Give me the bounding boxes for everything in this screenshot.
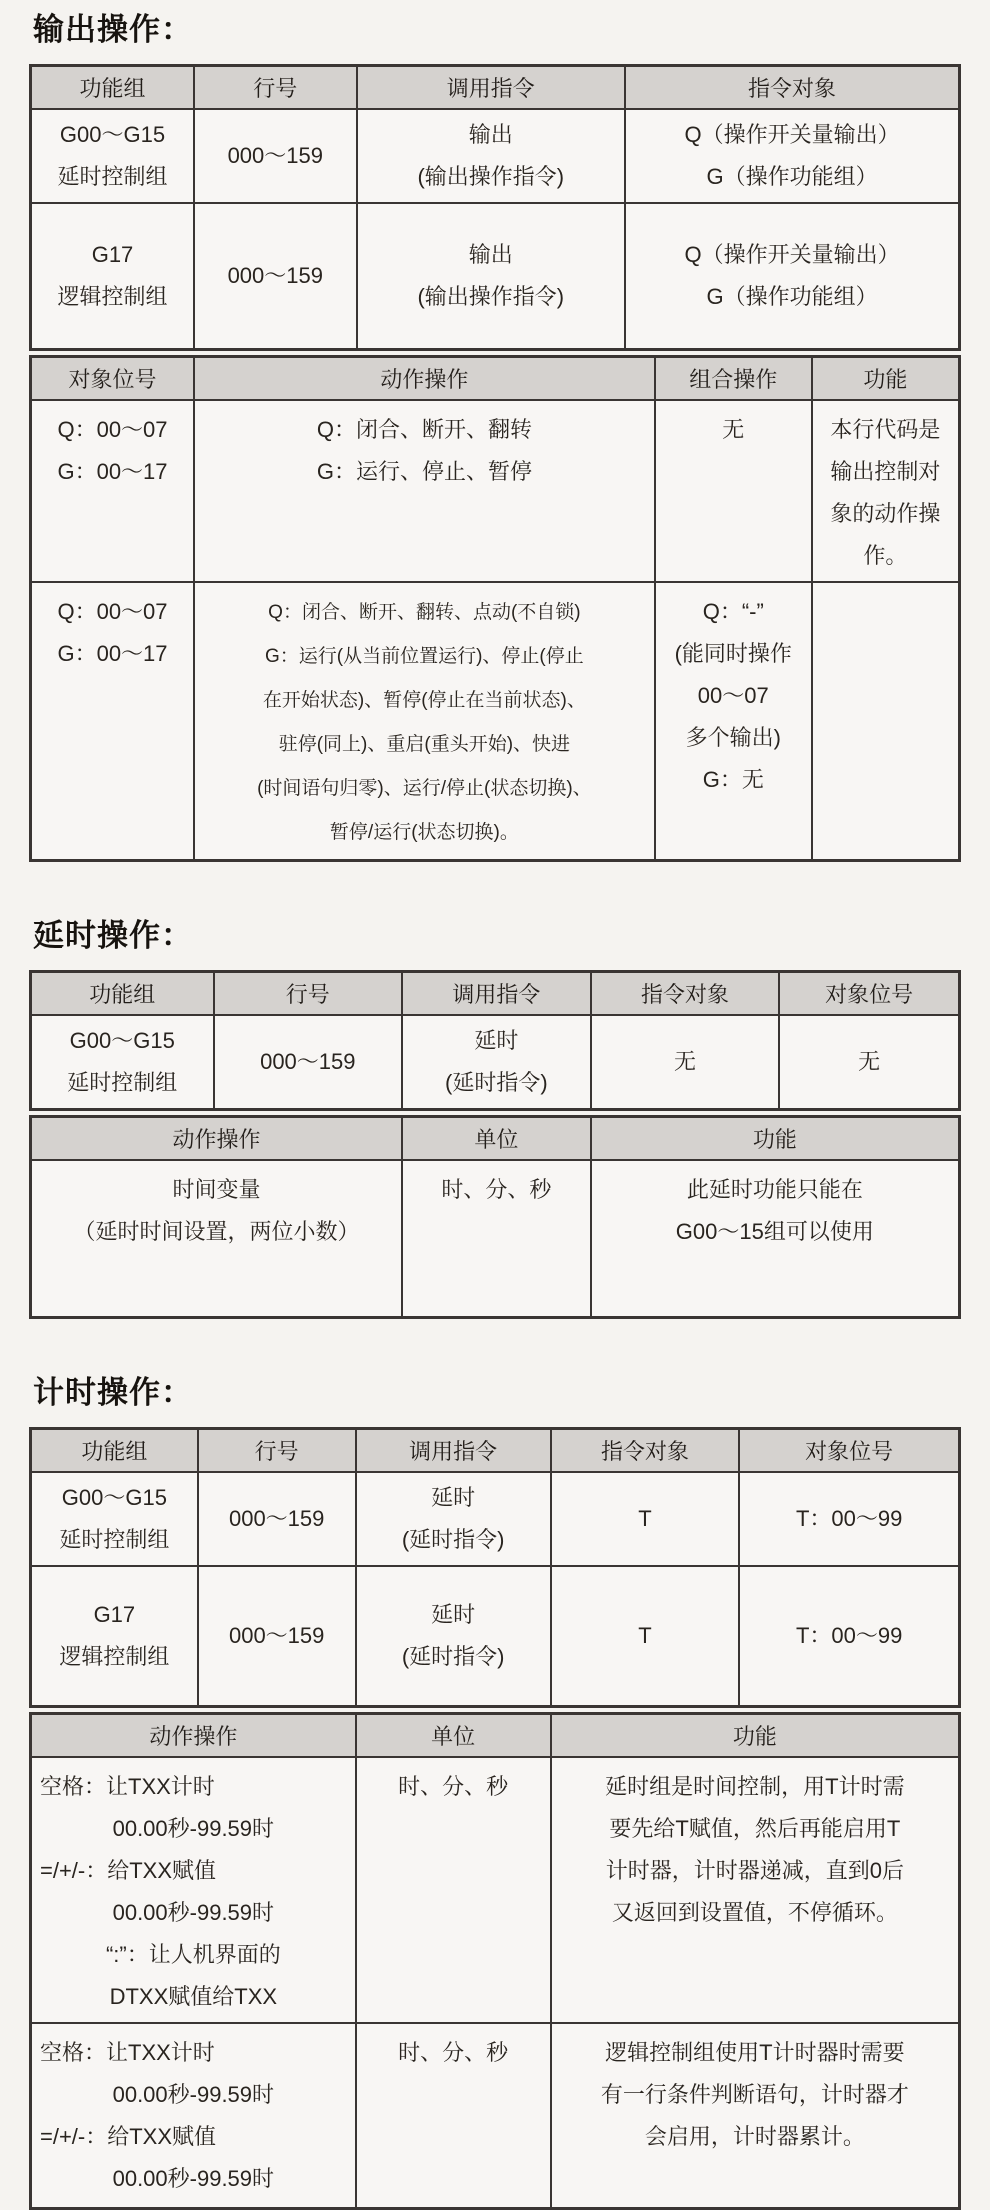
text-line: G17 (40, 234, 185, 276)
table-cell (356, 1757, 551, 2023)
text-line: =/+/-：给TXX赋值 (40, 2116, 347, 2158)
text-line: 驻停(同上)、重启(重头开始)、快进 (203, 723, 646, 767)
text-line: 000～159 (207, 1498, 347, 1540)
column-header: 行号 (214, 971, 403, 1015)
column-header: 功能 (591, 1116, 960, 1160)
text-line: Q（操作开关量输出） (634, 114, 950, 156)
text-line: T (560, 1498, 731, 1540)
text-line: 无 (664, 409, 803, 451)
text-line: (输出操作指令) (366, 276, 616, 318)
table-cell (356, 2023, 551, 2209)
document-page (29, 0, 961, 2210)
text-line: 要先给T赋值，然后再能启用T (560, 1808, 950, 1850)
text-line: Q：00～07 (40, 409, 185, 451)
text-line: (能同时操作 (664, 633, 803, 675)
text-line: 又返回到设置值，不停循环。 (560, 1892, 950, 1934)
text-line: 输出控制对 (821, 451, 950, 493)
text-line: (时间语句归零)、运行/停止(状态切换)、 (203, 767, 646, 811)
delay-ops-table-2 (29, 1115, 961, 1320)
column-header: 功能 (812, 356, 960, 400)
text-line: 暂停/运行(状态切换)。 (203, 811, 646, 855)
text-line: 有一行条件判断语句，计时器才 (560, 2074, 950, 2116)
table-cell (198, 1472, 356, 1566)
header-row (31, 1116, 960, 1160)
text-line: Q：“-” (664, 591, 803, 633)
text-line: G00～G15 (40, 1020, 205, 1062)
text-line: 计时器，计时器递减，直到0后 (560, 1850, 950, 1892)
text-line: 输出 (366, 234, 616, 276)
text-line: 延时控制组 (40, 1519, 189, 1561)
text-line: 逻辑控制组 (40, 276, 185, 318)
text-line: G（操作功能组） (634, 156, 950, 198)
text-line: =/+/-：给TXX赋值 (40, 1850, 347, 1892)
text-line: (输出操作指令) (366, 156, 616, 198)
table-cell (625, 109, 959, 203)
table-row (31, 400, 960, 582)
table-cell (31, 203, 195, 349)
column-header: 功能组 (31, 971, 214, 1015)
column-header: 调用指令 (357, 66, 625, 110)
column-header: 组合操作 (655, 356, 812, 400)
table-cell (357, 203, 625, 349)
text-line: “:”：让人机界面的 (40, 1934, 347, 1976)
delay-ops-table-1 (29, 970, 961, 1111)
header-row (31, 971, 960, 1015)
table-cell (31, 400, 195, 582)
table-cell (31, 1015, 214, 1110)
text-line: G：00～17 (40, 633, 185, 675)
text-line: 逻辑控制组 (40, 1636, 189, 1678)
text-line: 时间变量 (40, 1169, 393, 1211)
text-line: T：00～99 (748, 1498, 950, 1540)
table-cell (655, 400, 812, 582)
table-row (31, 582, 960, 861)
table-cell (194, 203, 357, 349)
text-line: 延时控制组 (40, 1062, 205, 1104)
column-header: 动作操作 (31, 1713, 356, 1757)
text-line: 000～159 (223, 1041, 394, 1083)
text-line: 延时 (365, 1594, 542, 1636)
text-line: 延时 (365, 1477, 542, 1519)
table-cell (31, 1566, 198, 1706)
table-cell (551, 1472, 740, 1566)
text-line: G（操作功能组） (634, 276, 950, 318)
table-cell (655, 582, 812, 861)
column-header: 功能 (551, 1713, 960, 1757)
column-header: 功能组 (31, 1429, 198, 1473)
table-cell (551, 1757, 960, 2023)
table-cell (812, 400, 960, 582)
table-cell (356, 1472, 551, 1566)
text-line: 延时控制组 (40, 156, 185, 198)
column-header: 对象位号 (779, 971, 959, 1015)
text-line: 时、分、秒 (365, 1766, 542, 1808)
table-cell (739, 1566, 959, 1706)
column-header: 行号 (198, 1429, 356, 1473)
text-line: 空格：让TXX计时 (40, 2032, 347, 2074)
column-header: 单位 (402, 1116, 591, 1160)
table-row (31, 1757, 960, 2023)
table-row (31, 1566, 960, 1706)
column-header: 动作操作 (194, 356, 655, 400)
text-line: (延时指令) (365, 1636, 542, 1678)
column-header: 指令对象 (591, 971, 780, 1015)
table-cell (214, 1015, 403, 1110)
table-cell (198, 1566, 356, 1706)
text-line: 时、分、秒 (365, 2032, 542, 2074)
text-line: 时、分、秒 (411, 1169, 582, 1211)
table-row (31, 2023, 960, 2209)
text-line: 延时 (411, 1020, 582, 1062)
column-header: 行号 (194, 66, 357, 110)
table-cell (402, 1015, 591, 1110)
table-row (31, 1472, 960, 1566)
column-header: 指令对象 (625, 66, 959, 110)
table-cell (31, 2023, 356, 2209)
table-cell (551, 1566, 740, 1706)
header-row (31, 66, 960, 110)
table-cell (356, 1566, 551, 1706)
text-line: (延时指令) (365, 1519, 542, 1561)
text-line: 00.00秒-99.59时 (40, 2074, 347, 2116)
text-line: T：00～99 (748, 1615, 950, 1657)
text-line: 象的动作操 (821, 493, 950, 535)
table-cell (625, 203, 959, 349)
column-header: 动作操作 (31, 1116, 403, 1160)
text-line: T (560, 1615, 731, 1657)
table-cell (739, 1472, 959, 1566)
text-line: 作。 (821, 535, 950, 577)
text-line: DTXX赋值给TXX (40, 1976, 347, 2018)
table-cell (357, 109, 625, 203)
text-line: G：00～17 (40, 451, 185, 493)
table-cell (194, 582, 655, 861)
text-line: 空格：让TXX计时 (40, 1766, 347, 1808)
header-row (31, 1429, 960, 1473)
table-cell (194, 109, 357, 203)
text-line: Q：00～07 (40, 591, 185, 633)
text-line: 输出 (366, 114, 616, 156)
text-line: G：运行、停止、暂停 (203, 451, 646, 493)
table-row (31, 1015, 960, 1110)
section-title-timer-ops: 计时操作： (33, 1367, 961, 1412)
text-line: G00～15组可以使用 (600, 1211, 950, 1253)
timer-ops-table-2 (29, 1712, 961, 2210)
text-line: G00～G15 (40, 1477, 189, 1519)
table-row (31, 203, 960, 349)
text-line: 此延时功能只能在 (600, 1169, 950, 1211)
text-line: G：运行(从当前位置运行)、停止(停止 (203, 635, 646, 679)
text-line: 000～159 (203, 255, 348, 297)
text-line: 00.00秒-99.59时 (40, 1892, 347, 1934)
table-cell (31, 582, 195, 861)
table-cell (591, 1160, 960, 1318)
table-cell (31, 1160, 403, 1318)
timer-ops-table-1 (29, 1427, 961, 1708)
column-header: 调用指令 (356, 1429, 551, 1473)
column-header: 对象位号 (739, 1429, 959, 1473)
column-header: 单位 (356, 1713, 551, 1757)
text-line: 00.00秒-99.59时 (40, 2158, 347, 2200)
column-header: 对象位号 (31, 356, 195, 400)
text-line: Q：闭合、断开、翻转 (203, 409, 646, 451)
table-row (31, 1160, 960, 1318)
output-ops-table-2 (29, 355, 961, 862)
text-line: 000～159 (203, 135, 348, 177)
table-cell (591, 1015, 780, 1110)
text-line: 000～159 (207, 1615, 347, 1657)
text-line: (延时指令) (411, 1062, 582, 1104)
text-line: 00.00秒-99.59时 (40, 1808, 347, 1850)
table-cell (812, 582, 960, 861)
header-row (31, 356, 960, 400)
text-line: 多个输出) (664, 717, 803, 759)
table-cell (402, 1160, 591, 1318)
text-line: 本行代码是 (821, 409, 950, 451)
text-line: 无 (788, 1041, 950, 1083)
table-row (31, 109, 960, 203)
column-header: 调用指令 (402, 971, 591, 1015)
table-cell (551, 2023, 960, 2209)
text-line: 逻辑控制组使用T计时器时需要 (560, 2032, 950, 2074)
text-line: 会启用，计时器累计。 (560, 2116, 950, 2158)
section-title-output-ops: 输出操作： (33, 4, 961, 49)
table-cell (31, 1472, 198, 1566)
header-row (31, 1713, 960, 1757)
text-line: G：无 (664, 759, 803, 801)
text-line: Q：闭合、断开、翻转、点动(不自锁) (203, 591, 646, 635)
table-cell (31, 1757, 356, 2023)
column-header: 功能组 (31, 66, 195, 110)
text-line: G00～G15 (40, 114, 185, 156)
column-header: 指令对象 (551, 1429, 740, 1473)
text-line: G17 (40, 1594, 189, 1636)
text-line: （延时时间设置，两位小数） (40, 1211, 393, 1253)
table-cell (31, 109, 195, 203)
text-line: 延时组是时间控制，用T计时需 (560, 1766, 950, 1808)
output-ops-table-1 (29, 64, 961, 351)
section-title-delay-ops: 延时操作： (33, 910, 961, 955)
text-line: Q（操作开关量输出） (634, 234, 950, 276)
table-cell (194, 400, 655, 582)
text-line: 00～07 (664, 675, 803, 717)
text-line: 在开始状态)、暂停(停止在当前状态)、 (203, 679, 646, 723)
text-line: 无 (600, 1041, 771, 1083)
table-cell (779, 1015, 959, 1110)
